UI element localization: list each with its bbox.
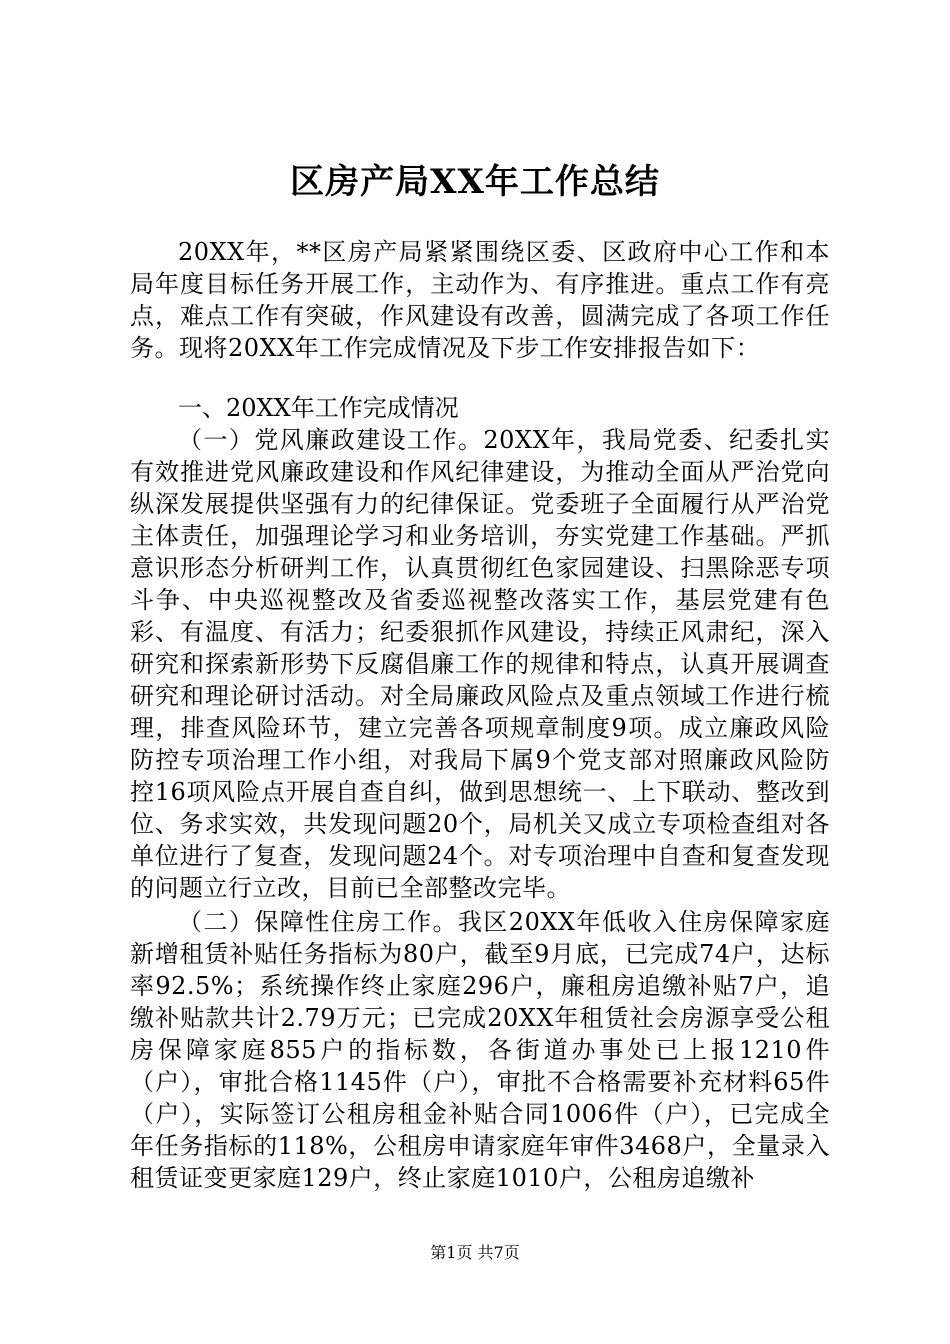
- party-conduct-paragraph: （一）党风廉政建设工作。20XX年，我局党委、纪委扎实有效推进党风廉政建设和作风纪律建设，为推动全面从严治党向纵深发展提供坚强有力的纪律保证。党委班子全面履行从严治党主体责任，加强理论学习和业务培训，夯实党建工作基础。严抓意识形态分析研判工作，认真贯彻红色家园建设、扫黑除恶专项斗争、中央巡视整改及省委巡视整改落实工作，基层党建有色彩、有温度、有活力；纪委狠抓作风建设，持续正风肃纪，深入研究和探索新形势下反腐倡廉工作的规律和特点，认真开展调查研究和理论研讨活动。对全局廉政风险点及重点领域工作进行梳理，排查风险环节，建立完善各项规章制度9项。成立廉政风险防控专项治理工作小组，对我局下属9个党支部对照廉政风险防控16项风险点开展自查自纠，做到思想统一、上下联动、整改到位、务求实效，共发现问题20个，局机关又成立专项检查组对各单位进行了复查，发现问题24个。对专项治理中自查和复查发现的问题立行立改，目前已全部整改完毕。: [130, 426, 830, 902]
- intro-paragraph: 20XX年，**区房产局紧紧围绕区委、区政府中心工作和本局年度目标任务开展工作，主动作为、有序推进。重点工作有亮点，难点工作有突破，作风建设有改善，圆满完成了各项工作任务。现将20XX年工作完成情况及下步工作安排报告如下：: [130, 238, 830, 362]
- document-title: 区房产局XX年工作总结: [290, 162, 660, 202]
- page-footer: 第1页 共7页: [430, 1243, 520, 1262]
- housing-security-paragraph: （二）保障性住房工作。我区20XX年低收入住房保障家庭新增租赁补贴任务指标为80户，截至9月底，已完成74户，达标率92.5%；系统操作终止家庭296户，廉租房追缴补贴7户，追缴补贴款共计2.79万元；已完成20XX年租赁社会房源享受公租房保障家庭855户的指标数，各街道办事处已上报1210件（户），审批合格1145件（户），审批不合格需要补充材料65件（户），实际签订公租房租金补贴合同1006件（户），已完成全年任务指标的118%，公租房申请家庭年审件3468户，全量录入租赁证变更家庭129户，终止家庭1010户，公租房追缴补: [130, 908, 830, 1192]
- section-heading: 一、20XX年工作完成情况: [178, 394, 459, 422]
